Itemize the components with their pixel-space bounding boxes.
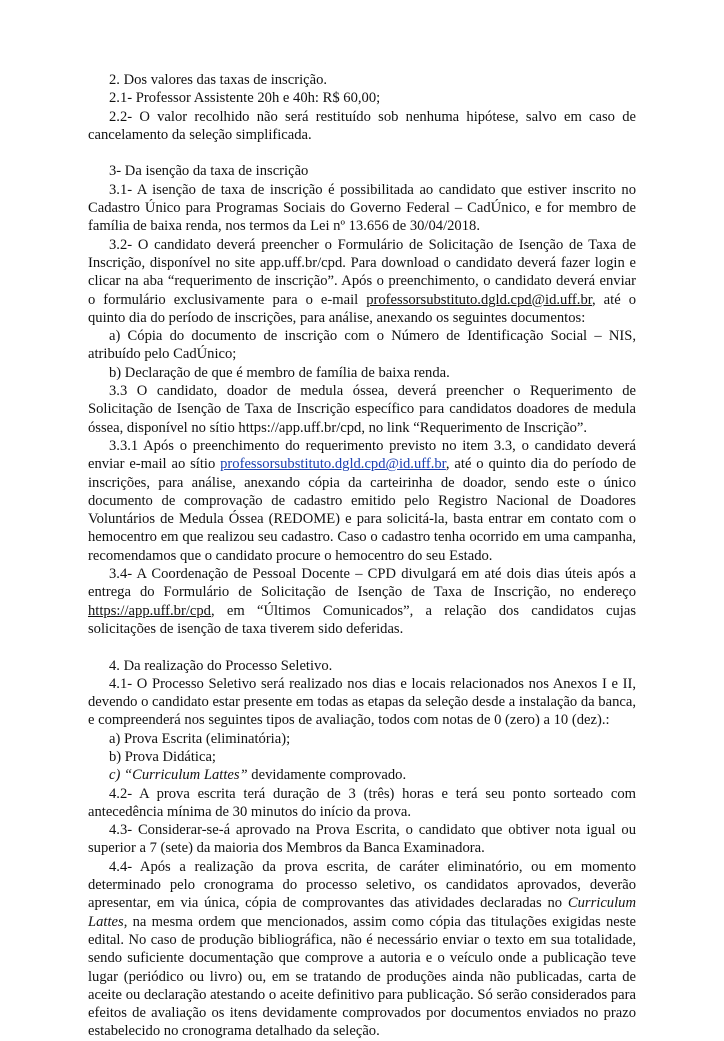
item-3-2-a: a) Cópia do documento de inscrição com o Número de Identificação Social – NIS, atribuído pelo CadÚnico;	[88, 328, 636, 363]
cpd-url-link[interactable]: https://app.uff.br/cpd	[88, 602, 211, 619]
item-3-2-text-a: 3.2- O candidato deverá preencher o Formulário de Solicitação de Isenção de Taxa de Inscrição, disponível no site app.uff.br/cpd. Para download o candidato deverá fazer login e clicar na aba “requerimento de inscrição”. Após o preenchimento, o candidato deverá enviar o formulário exclusivamente para o e-mail	[88, 236, 636, 308]
item-4-1-c-italic: c) “Curriculum Lattes”	[109, 767, 248, 784]
item-2-2: 2.2- O valor recolhido não será restituído sob nenhuma hipótese, salvo em caso de cancelamento da seleção simplificada.	[88, 108, 636, 143]
item-4-1: 4.1- O Processo Seletivo será realizado nos dias e locais relacionados nos Anexos I e II, devendo o candidato estar presente em todas as etapas da seleção desde a instalação da banca, e compreenderá nos seguintes tipos de avaliação, todos com notas de 0 (zero) a 10 (dez).:	[88, 675, 636, 729]
spacer	[88, 638, 636, 656]
item-4-4-text-a: 4.4- Após a realização da prova escrita, de caráter eliminatório, ou em momento determinado pelo cronograma do processo seletivo, os candidatos aprovados, deverão apresentar, em via única, cópia de comprovantes das atividades declaradas no	[88, 858, 636, 912]
item-3-4-text-a: 3.4- A Coordenação de Pessoal Docente – CPD divulgará em até dois dias úteis após a entrega do Formulário de Solicitação de Isenção de Taxa de Inscrição, no endereço	[88, 566, 636, 601]
item-3-4-text-b: , em “Últimos Comunicados”, a relação dos candidatos cujas solicitações de isenção de taxa tiverem sido deferidas.	[88, 602, 636, 637]
item-4-2: 4.2- A prova escrita terá duração de 3 (três) horas e terá seu ponto sorteado com antecedência mínima de 30 minutos do início da prova.	[88, 785, 636, 820]
item-3-2-text-b: , até o quinto dia do período de inscrições, para análise, anexando os seguintes documentos:	[88, 291, 636, 326]
item-4-1-c	[88, 766, 636, 784]
item-3-3-1	[88, 437, 636, 565]
item-3-3-1-text-b: , até o quinto dia do período de inscrições, para análise, anexando cópia da carteirinha de doador, sendo este o único documento de comprovação de cadastro emitido pelo Registro Nacional de Doadores Voluntários de Medula Óssea (REDOME) e para solicitá-la, basta entrar em contato com o hemocentro em que realizou seu cadastro. Caso o cadastro tenha ocorrido em uma campanha, recomendamos que o candidato procure o hemocentro do seu Estado.	[88, 456, 637, 564]
item-4-1-a: a) Prova Escrita (eliminatória);	[109, 730, 291, 747]
section-3-title: 3- Da isenção da taxa de inscrição	[109, 163, 309, 180]
document-page	[88, 71, 636, 1041]
item-4-4-text-b: , na mesma ordem que mencionados, assim como cópia das titulações exigidas neste edital. No caso de produção bibliográfica, não é necessário enviar o texto em sua totalidade, sendo suficiente documentação que comprove a autoria e o veículo onde a publicação teve lugar (periódico ou livro) ou, em se tratando de produções ainda não publicadas, carta de aceite ou declaração atestando o aceite definitivo para publicação. Só serão considerados para efeitos de avaliação os itens devidamente comprovados por documentos enviados no prazo estabelecido no cronograma detalhado da seleção.	[88, 913, 636, 1040]
email-link-2[interactable]: professorsubstituto.dgld.cpd@id.uff.br	[220, 456, 446, 473]
item-4-4	[88, 858, 636, 1041]
item-4-1-c-text: devidamente comprovado.	[247, 767, 407, 784]
item-3-4	[88, 565, 636, 638]
item-2-1: 2.1- Professor Assistente 20h e 40h: R$ 60,00;	[109, 90, 381, 107]
item-4-3: 4.3- Considerar-se-á aprovado na Prova Escrita, o candidato que obtiver nota igual ou superior a 7 (sete) da maioria dos Membros da Banca Examinadora.	[88, 822, 636, 857]
section-4-title: 4. Da realização do Processo Seletivo.	[109, 657, 333, 674]
item-4-1-b: b) Prova Didática;	[109, 748, 216, 765]
item-3-3-1-text-a: 3.3.1 Após o preenchimento do requerimento previsto no item 3.3, o candidato deverá enviar e-mail ao sítio	[88, 437, 636, 473]
spacer	[88, 144, 636, 162]
section-2-title: 2. Dos valores das taxas de inscrição.	[109, 72, 328, 88]
item-3-2-b: b) Declaração de que é membro de família de baixa renda.	[109, 364, 450, 381]
item-3-2	[88, 236, 636, 327]
item-3-1: 3.1- A isenção de taxa de inscrição é possibilitada ao candidato que estiver inscrito no Cadastro Único para Programas Sociais do Governo Federal – CadÚnico, e for membro de família de baixa renda, nos termos da Lei nº 13.656 de 30/04/2018.	[88, 181, 636, 235]
email-link-1[interactable]: professorsubstituto.dgld.cpd@id.uff.br	[366, 291, 593, 308]
item-4-4-italic: Curriculum Lattes	[88, 895, 636, 930]
item-3-3: 3.3 O candidato, doador de medula óssea, deverá preencher o Requerimento de Solicitação de Isenção de Taxa de Inscrição específico para candidatos doadores de medula óssea, disponível no sítio https://app.uff.br/cpd, no link “Requerimento de Inscrição”.	[88, 383, 636, 436]
